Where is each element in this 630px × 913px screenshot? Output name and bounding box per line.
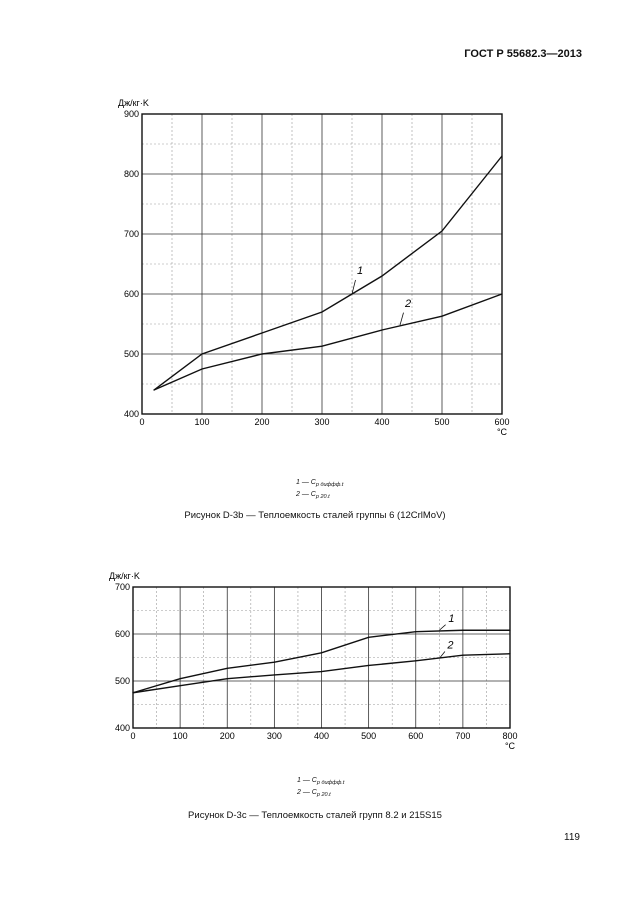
x-tick-label: 0: [139, 417, 145, 427]
legend-item-1: 1 — $C_{p диффф.t}$: [297, 777, 345, 786]
y-axis-label: Дж/кг·K: [118, 98, 149, 108]
x-axis-unit: °C: [496, 427, 508, 437]
data-point-2: [462, 655, 463, 656]
x-tick-label: 400: [313, 731, 330, 741]
x-tick-label: 800: [502, 731, 518, 741]
x-tick-label: 300: [314, 417, 330, 427]
y-tick-label: 800: [123, 169, 139, 179]
data-point-2: [180, 685, 181, 686]
series-label-2: 2: [447, 639, 454, 652]
x-tick-label: 700: [455, 731, 471, 741]
legend-item-2: 2 — $C_{p 20.t}$: [296, 491, 330, 500]
x-tick-label: 100: [194, 417, 210, 427]
legend-item-2: 2 — $C_{p 20.t}$: [297, 789, 331, 798]
data-point-1: [321, 652, 322, 653]
data-point-1: [227, 668, 228, 669]
figure-caption-d3b: Рисунок D-3b — Теплоемкость сталей группы 6 (12CrlMoV): [184, 510, 446, 521]
legend-d3c: [297, 776, 344, 800]
figure-caption-d3c: Рисунок D-3c — Теплоемкость сталей групп 8.2 и 215S15: [188, 810, 442, 821]
x-tick-label: 500: [434, 417, 450, 427]
x-tick-label: 100: [172, 731, 188, 741]
y-tick-label: 600: [123, 289, 139, 299]
legend-item-1: 1 — $C_{p диффф.t}$: [296, 479, 344, 488]
series-label-1: 1: [357, 265, 364, 277]
data-point-2: [132, 692, 133, 693]
x-tick-label: 500: [361, 731, 377, 741]
x-tick-label: 400: [374, 417, 390, 427]
data-point-2: [509, 653, 510, 654]
y-tick-label: 500: [114, 676, 130, 686]
data-point-1: [368, 637, 369, 638]
page-number: 119: [564, 832, 580, 843]
x-tick-label: 200: [254, 417, 270, 427]
data-point-2: [274, 674, 275, 675]
data-point-2: [227, 678, 228, 679]
x-tick-label: 600: [494, 417, 510, 427]
data-point-2: [415, 660, 416, 661]
x-tick-label: 0: [130, 731, 136, 741]
x-tick-label: 600: [408, 731, 424, 741]
y-tick-label: 700: [123, 229, 139, 239]
data-point-1: [462, 630, 463, 631]
y-axis-label: Дж/кг·K: [109, 571, 140, 581]
y-tick-label: 400: [114, 723, 130, 733]
y-tick-label: 600: [114, 629, 130, 639]
data-point-1: [274, 662, 275, 663]
x-tick-label: 300: [266, 731, 282, 741]
series-label-2: 2: [405, 298, 412, 311]
data-point-2: [368, 665, 369, 666]
y-tick-label: 700: [114, 582, 130, 592]
standard-header: ГОСТ Р 55682.3—2013: [464, 48, 582, 60]
y-tick-label: 900: [123, 109, 139, 119]
data-point-2: [321, 671, 322, 672]
data-point-1: [415, 631, 416, 632]
x-axis-unit: °C: [504, 741, 516, 751]
series-label-1: 1: [448, 613, 455, 626]
y-tick-label: 500: [123, 349, 139, 359]
y-tick-label: 400: [123, 409, 139, 419]
data-point-1: [180, 678, 181, 679]
data-point-1: [509, 630, 510, 631]
series-label-leader: [439, 625, 445, 631]
x-tick-label: 200: [219, 731, 235, 741]
